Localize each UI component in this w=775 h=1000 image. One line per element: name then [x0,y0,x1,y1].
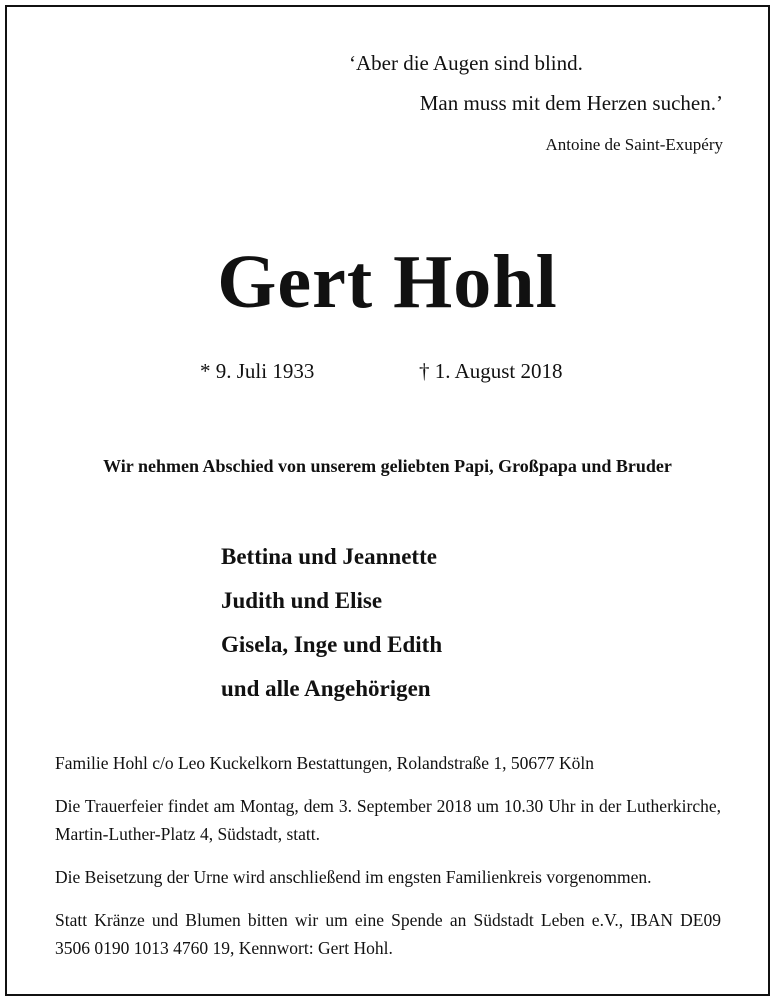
mourner-entry: Bettina und Jeannette [221,544,437,569]
epigraph-line-2: Man muss mit dem Herzen suchen.’ [419,91,723,115]
mourner-entry: und alle Angehörigen [221,676,431,701]
obituary-notice [5,5,770,996]
donation-request: Statt Kränze und Blumen bitten wir um eine Spende an Südstadt Leben e.V., IBAN DE09 3506 0190 1013 4760 19, Kennwort: Gert Hohl. [55,910,721,958]
farewell-line: Wir nehmen Abschied von unserem geliebten Papi, Großpapa und Bruder [103,456,672,476]
deceased-name: Gert Hohl [217,240,558,324]
epigraph-author: Antoine de Saint-Exupéry [545,135,723,154]
mourners-list [221,542,442,718]
birth-date: * 9. Juli 1933 [200,359,315,383]
mourner-entry: Judith und Elise [221,588,383,613]
death-date: † 1. August 2018 [419,359,563,383]
contact-address: Familie Hohl c/o Leo Kuckelkorn Bestattungen, Rolandstraße 1, 50677 Köln [55,753,594,773]
mourner-entry: Gisela, Inge und Edith [221,632,443,657]
urn-burial-note: Die Beisetzung der Urne wird anschließend im engsten Familienkreis vorgenommen. [55,867,652,887]
funeral-service-details: Die Trauerfeier findet am Montag, dem 3. September 2018 um 10.30 Uhr in der Lutherkirche, Martin-Luther-Platz 4, Südstadt, statt. [55,796,721,844]
epigraph-line-1: ‘Aber die Augen sind blind. [349,51,583,75]
